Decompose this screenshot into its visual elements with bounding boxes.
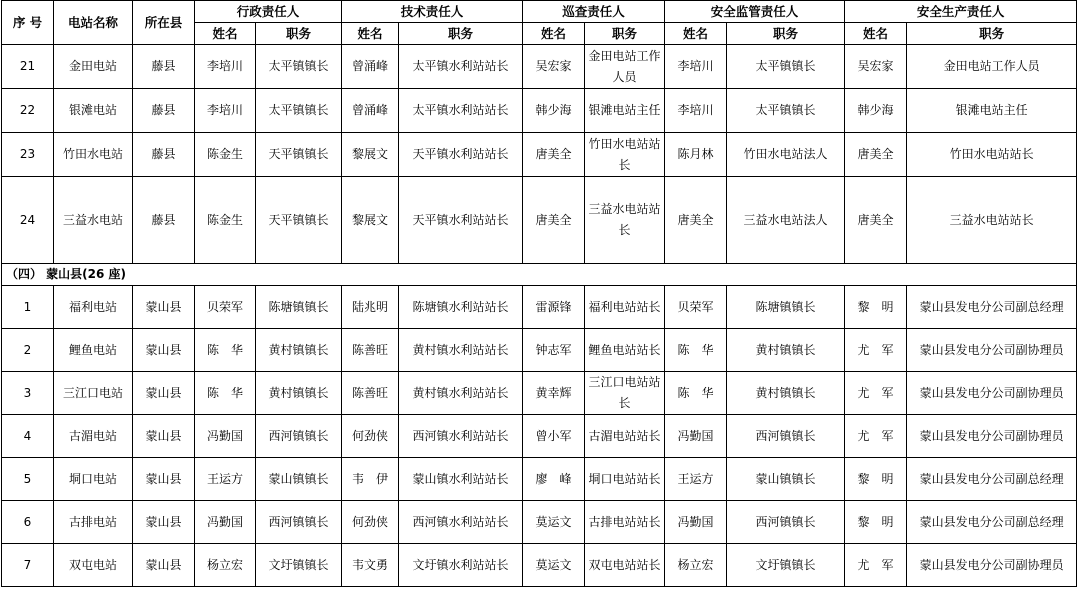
- cell-tech-title: 太平镇水利站站长: [399, 89, 523, 133]
- cell-tech-name: 曾涌峰: [342, 45, 399, 89]
- cell-county: 蒙山县: [133, 372, 195, 415]
- cell-admin-name: 陈金生: [195, 133, 256, 177]
- table-row: [2, 415, 1077, 458]
- cell-admin-title: 蒙山镇镇长: [256, 458, 342, 501]
- header-title: 职务: [727, 23, 845, 45]
- cell-production-title: 蒙山县发电分公司副协理员: [907, 372, 1077, 415]
- cell-seq: 23: [2, 133, 54, 177]
- cell-production-title: 银滩电站主任: [907, 89, 1077, 133]
- cell-seq: 5: [2, 458, 54, 501]
- cell-seq: 7: [2, 544, 54, 587]
- cell-tech-name: 陆兆明: [342, 286, 399, 329]
- cell-patrol-title: 三益水电站站长: [585, 177, 665, 264]
- section-row: [2, 264, 1077, 286]
- cell-tech-name: 黎展文: [342, 177, 399, 264]
- cell-admin-title: 天平镇镇长: [256, 133, 342, 177]
- cell-admin-name: 李培川: [195, 45, 256, 89]
- table-row: [2, 501, 1077, 544]
- header-admin: 行政责任人: [195, 1, 342, 23]
- cell-station: 双屯电站: [54, 544, 133, 587]
- cell-production-name: 黎 明: [845, 501, 907, 544]
- cell-supervision-name: 陈 华: [665, 329, 727, 372]
- cell-tech-name: 何劲侠: [342, 501, 399, 544]
- cell-admin-title: 太平镇镇长: [256, 45, 342, 89]
- cell-supervision-title: 三益水电站法人: [727, 177, 845, 264]
- cell-supervision-name: 贝荣军: [665, 286, 727, 329]
- cell-production-title: 蒙山县发电分公司副协理员: [907, 544, 1077, 587]
- cell-production-title: 三益水电站站长: [907, 177, 1077, 264]
- cell-station: 福利电站: [54, 286, 133, 329]
- table-row: [2, 372, 1077, 415]
- cell-patrol-name: 唐美全: [523, 133, 585, 177]
- cell-admin-title: 文圩镇镇长: [256, 544, 342, 587]
- cell-supervision-title: 文圩镇镇长: [727, 544, 845, 587]
- cell-seq: 4: [2, 415, 54, 458]
- cell-seq: 1: [2, 286, 54, 329]
- header-county: 所在县: [133, 1, 195, 45]
- header-title: 职务: [907, 23, 1077, 45]
- cell-supervision-title: 黄村镇镇长: [727, 329, 845, 372]
- cell-station: 银滩电站: [54, 89, 133, 133]
- cell-tech-name: 何劲侠: [342, 415, 399, 458]
- cell-supervision-name: 李培川: [665, 89, 727, 133]
- responsibility-table: [1, 0, 1077, 587]
- cell-county: 蒙山县: [133, 501, 195, 544]
- cell-supervision-title: 陈塘镇镇长: [727, 286, 845, 329]
- cell-admin-title: 陈塘镇镇长: [256, 286, 342, 329]
- cell-station: 鲤鱼电站: [54, 329, 133, 372]
- header-name: 姓名: [845, 23, 907, 45]
- cell-supervision-name: 唐美全: [665, 177, 727, 264]
- cell-seq: 21: [2, 45, 54, 89]
- cell-production-name: 吴宏家: [845, 45, 907, 89]
- cell-patrol-name: 廖 峰: [523, 458, 585, 501]
- cell-admin-name: 陈 华: [195, 329, 256, 372]
- cell-patrol-title: 银滩电站主任: [585, 89, 665, 133]
- cell-production-name: 唐美全: [845, 177, 907, 264]
- cell-county: 蒙山县: [133, 286, 195, 329]
- cell-station: 古湄电站: [54, 415, 133, 458]
- header-production: 安全生产责任人: [845, 1, 1077, 23]
- cell-supervision-title: 西河镇镇长: [727, 501, 845, 544]
- cell-tech-title: 文圩镇水利站站长: [399, 544, 523, 587]
- cell-admin-name: 王运方: [195, 458, 256, 501]
- table-row: [2, 458, 1077, 501]
- cell-supervision-title: 黄村镇镇长: [727, 372, 845, 415]
- cell-station: 垌口电站: [54, 458, 133, 501]
- cell-county: 蒙山县: [133, 329, 195, 372]
- cell-tech-title: 天平镇水利站站长: [399, 133, 523, 177]
- cell-production-name: 尤 军: [845, 415, 907, 458]
- cell-production-name: 尤 军: [845, 544, 907, 587]
- cell-station: 金田电站: [54, 45, 133, 89]
- cell-patrol-title: 垌口电站站长: [585, 458, 665, 501]
- table-row: [2, 45, 1077, 89]
- cell-tech-name: 陈善旺: [342, 372, 399, 415]
- cell-tech-title: 太平镇水利站站长: [399, 45, 523, 89]
- cell-production-title: 蒙山县发电分公司副协理员: [907, 415, 1077, 458]
- header-supervision: 安全监管责任人: [665, 1, 845, 23]
- cell-tech-name: 韦 伊: [342, 458, 399, 501]
- cell-patrol-title: 三江口电站站长: [585, 372, 665, 415]
- cell-production-name: 黎 明: [845, 286, 907, 329]
- cell-county: 蒙山县: [133, 458, 195, 501]
- cell-admin-title: 西河镇镇长: [256, 501, 342, 544]
- cell-admin-name: 陈金生: [195, 177, 256, 264]
- cell-county: 藤县: [133, 133, 195, 177]
- cell-production-title: 蒙山县发电分公司副总经理: [907, 286, 1077, 329]
- cell-county: 蒙山县: [133, 544, 195, 587]
- header-seq: 序 号: [2, 1, 54, 45]
- cell-tech-name: 曾涌峰: [342, 89, 399, 133]
- cell-tech-title: 蒙山镇水利站站长: [399, 458, 523, 501]
- cell-seq: 3: [2, 372, 54, 415]
- header-title: 职务: [256, 23, 342, 45]
- cell-patrol-name: 曾小军: [523, 415, 585, 458]
- cell-tech-name: 陈善旺: [342, 329, 399, 372]
- cell-production-name: 尤 军: [845, 329, 907, 372]
- header-name: 姓名: [665, 23, 727, 45]
- header-title: 职务: [399, 23, 523, 45]
- header-row-groups: [2, 1, 1077, 23]
- cell-production-title: 蒙山县发电分公司副总经理: [907, 458, 1077, 501]
- cell-patrol-title: 古湄电站站长: [585, 415, 665, 458]
- cell-supervision-name: 陈月林: [665, 133, 727, 177]
- cell-supervision-name: 李培川: [665, 45, 727, 89]
- cell-seq: 22: [2, 89, 54, 133]
- cell-admin-name: 杨立宏: [195, 544, 256, 587]
- cell-patrol-title: 金田电站工作人员: [585, 45, 665, 89]
- cell-admin-name: 贝荣军: [195, 286, 256, 329]
- cell-tech-name: 黎展文: [342, 133, 399, 177]
- cell-supervision-name: 冯勤国: [665, 415, 727, 458]
- cell-admin-title: 西河镇镇长: [256, 415, 342, 458]
- cell-county: 蒙山县: [133, 415, 195, 458]
- cell-station: 古排电站: [54, 501, 133, 544]
- cell-supervision-name: 杨立宏: [665, 544, 727, 587]
- cell-county: 藤县: [133, 177, 195, 264]
- cell-production-name: 黎 明: [845, 458, 907, 501]
- cell-patrol-name: 唐美全: [523, 177, 585, 264]
- cell-patrol-title: 鲤鱼电站站长: [585, 329, 665, 372]
- cell-admin-name: 冯勤国: [195, 501, 256, 544]
- cell-patrol-title: 古排电站站长: [585, 501, 665, 544]
- cell-supervision-title: 蒙山镇镇长: [727, 458, 845, 501]
- table-row: [2, 89, 1077, 133]
- cell-production-title: 蒙山县发电分公司副总经理: [907, 501, 1077, 544]
- cell-production-name: 尤 军: [845, 372, 907, 415]
- cell-patrol-name: 莫运文: [523, 501, 585, 544]
- cell-patrol-title: 双屯电站站长: [585, 544, 665, 587]
- cell-admin-name: 陈 华: [195, 372, 256, 415]
- cell-county: 藤县: [133, 45, 195, 89]
- cell-production-title: 竹田水电站站长: [907, 133, 1077, 177]
- header-name: 姓名: [342, 23, 399, 45]
- cell-seq: 6: [2, 501, 54, 544]
- cell-tech-title: 天平镇水利站站长: [399, 177, 523, 264]
- cell-supervision-title: 竹田水电站法人: [727, 133, 845, 177]
- cell-county: 藤县: [133, 89, 195, 133]
- cell-admin-name: 冯勤国: [195, 415, 256, 458]
- cell-production-name: 韩少海: [845, 89, 907, 133]
- cell-supervision-title: 西河镇镇长: [727, 415, 845, 458]
- cell-production-title: 金田电站工作人员: [907, 45, 1077, 89]
- cell-station: 三江口电站: [54, 372, 133, 415]
- cell-station: 三益水电站: [54, 177, 133, 264]
- table-row: [2, 177, 1077, 264]
- cell-patrol-name: 雷源锋: [523, 286, 585, 329]
- cell-admin-name: 李培川: [195, 89, 256, 133]
- cell-tech-title: 黄村镇水利站站长: [399, 329, 523, 372]
- cell-patrol-name: 吴宏家: [523, 45, 585, 89]
- cell-patrol-title: 福利电站站长: [585, 286, 665, 329]
- cell-supervision-title: 太平镇镇长: [727, 45, 845, 89]
- header-tech: 技术责任人: [342, 1, 523, 23]
- cell-admin-title: 太平镇镇长: [256, 89, 342, 133]
- section-title: （四） 蒙山县(26 座): [2, 264, 1077, 286]
- header-name: 姓名: [195, 23, 256, 45]
- cell-tech-title: 陈塘镇水利站站长: [399, 286, 523, 329]
- table-row: [2, 329, 1077, 372]
- table-row: [2, 544, 1077, 587]
- cell-station: 竹田水电站: [54, 133, 133, 177]
- cell-patrol-name: 莫运文: [523, 544, 585, 587]
- table-row: [2, 286, 1077, 329]
- cell-patrol-title: 竹田水电站站长: [585, 133, 665, 177]
- cell-supervision-name: 王运方: [665, 458, 727, 501]
- header-patrol: 巡查责任人: [523, 1, 665, 23]
- cell-patrol-name: 钟志军: [523, 329, 585, 372]
- table-row: [2, 133, 1077, 177]
- cell-supervision-name: 陈 华: [665, 372, 727, 415]
- cell-seq: 2: [2, 329, 54, 372]
- cell-admin-title: 黄村镇镇长: [256, 329, 342, 372]
- cell-seq: 24: [2, 177, 54, 264]
- cell-supervision-title: 太平镇镇长: [727, 89, 845, 133]
- cell-tech-title: 黄村镇水利站站长: [399, 372, 523, 415]
- cell-patrol-name: 黄幸辉: [523, 372, 585, 415]
- cell-tech-name: 韦文勇: [342, 544, 399, 587]
- header-title: 职务: [585, 23, 665, 45]
- cell-tech-title: 西河镇水利站站长: [399, 415, 523, 458]
- cell-production-title: 蒙山县发电分公司副协理员: [907, 329, 1077, 372]
- cell-admin-title: 黄村镇镇长: [256, 372, 342, 415]
- header-name: 姓名: [523, 23, 585, 45]
- cell-admin-title: 天平镇镇长: [256, 177, 342, 264]
- cell-tech-title: 西河镇水利站站长: [399, 501, 523, 544]
- cell-supervision-name: 冯勤国: [665, 501, 727, 544]
- cell-production-name: 唐美全: [845, 133, 907, 177]
- header-station: 电站名称: [54, 1, 133, 45]
- cell-patrol-name: 韩少海: [523, 89, 585, 133]
